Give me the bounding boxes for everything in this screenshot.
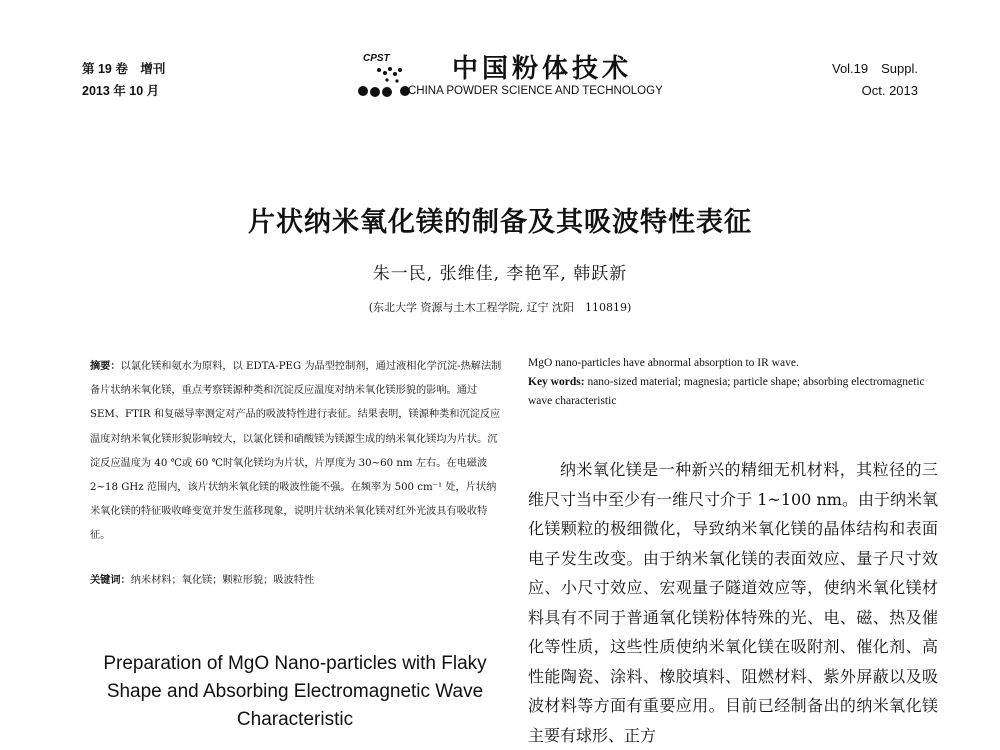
- journal-name-cn: 中国粉体技术: [452, 54, 633, 84]
- journal-name-en: CHINA POWDER SCIENCE AND TECHNOLOGY: [408, 85, 663, 97]
- header-right: [832, 58, 918, 102]
- abstract-cn-text: 以氯化镁和氨水为原料，以 EDTA-PEG 为晶型控制剂，通过液相化学沉淀-热解法制备片状纳米氧化镁，重点考察镁源种类和沉淀反应温度对纳米氧化镁形貌的影响。通过 SEM、FTIR 和复磁导率测定对产品的吸波特性进行表征。结果表明，镁源种类和沉淀反应温度对纳米氧化镁形貌影响较大，以氯化镁和硝酸镁为镁源生成的纳米氧化镁均为片状。沉淀反应温度为 40 ℃或 60 ℃时氧化镁均为片状，片厚度为 30~60 nm 左右。在电磁波 2~18 GHz 范围内，该片状纳米氧化镁的吸波性能不强。在频率为 500 cm⁻¹ 处，片状纳米氧化镁的特征吸收峰变宽并发生蓝移现象，说明片状纳米氧化镁对红外光波具有吸收特征。: [90, 361, 502, 542]
- date-cn: 2013 年 10 月: [82, 84, 160, 98]
- logo-text: CPST: [363, 53, 390, 64]
- authors: 朱一民, 张维佳, 李艳军, 韩跃新: [372, 264, 628, 284]
- body-text-cn: [528, 455, 938, 750]
- english-abstract-block: [528, 354, 932, 411]
- paper-title-cn: 片状纳米氧化镁的制备及其吸波特性表征: [248, 207, 752, 238]
- keywords-cn: [90, 571, 505, 586]
- volume-cn: 第 19 卷 增刊: [82, 62, 166, 76]
- volume-en: Vol.19 Suppl.: [831, 61, 918, 76]
- keywords-en: Key words: nano-sized material; magnesia; particle shape; absorbing electromagnetic wave characteristic: [528, 376, 925, 407]
- abstract-en-tail: MgO nano-particles have abnormal absorption to IR wave.: [528, 357, 799, 369]
- affiliation: (东北大学 资源与土木工程学院, 辽宁 沈阳 110819): [368, 301, 632, 314]
- abstract-cn-label: 摘要：: [90, 360, 121, 372]
- header-left: [82, 58, 165, 102]
- abstract-cn: [90, 354, 505, 549]
- keywords-cn-text: 纳米材料；氧化镁；颗粒形貌；吸波特性: [130, 575, 315, 586]
- keywords-cn-label: 关键词：: [90, 574, 131, 586]
- keywords-en-label: Key words: [528, 376, 581, 388]
- date-en: Oct. 2013: [861, 83, 918, 98]
- intro-paragraph: 纳米氧化镁是一种新兴的精细无机材料，其粒径的三维尺寸当中至少有一维尺寸介于 1~100 nm。由于纳米氧化镁颗粒的极细微化，导致纳米氧化镁的晶体结构和表面电子发生改变。由于纳米氧化镁的表面效应、量子尺寸效应、小尺寸效应、宏观量子隧道效应等，使纳米氧化镁材料具有不同于普通氧化镁粉体特殊的光、电、磁、热及催化等性质，这些性质使纳米氧化镁在吸附剂、催化剂、高性能陶瓷、涂料、橡胶填料、阻燃材料、紫外屏蔽以及吸波材料等方面有重要应用。目前已经制备出的纳米氧化镁主要有球形、正方: [528, 460, 938, 745]
- paper-title-en: Preparation of MgO Nano-particles with Flaky Shape and Absorbing Electromagnetic Wave Characteristic: [103, 653, 487, 730]
- keywords-en-text: nano-sized material; magnesia; particle shape; absorbing electromagnetic wave characteristic: [528, 376, 925, 407]
